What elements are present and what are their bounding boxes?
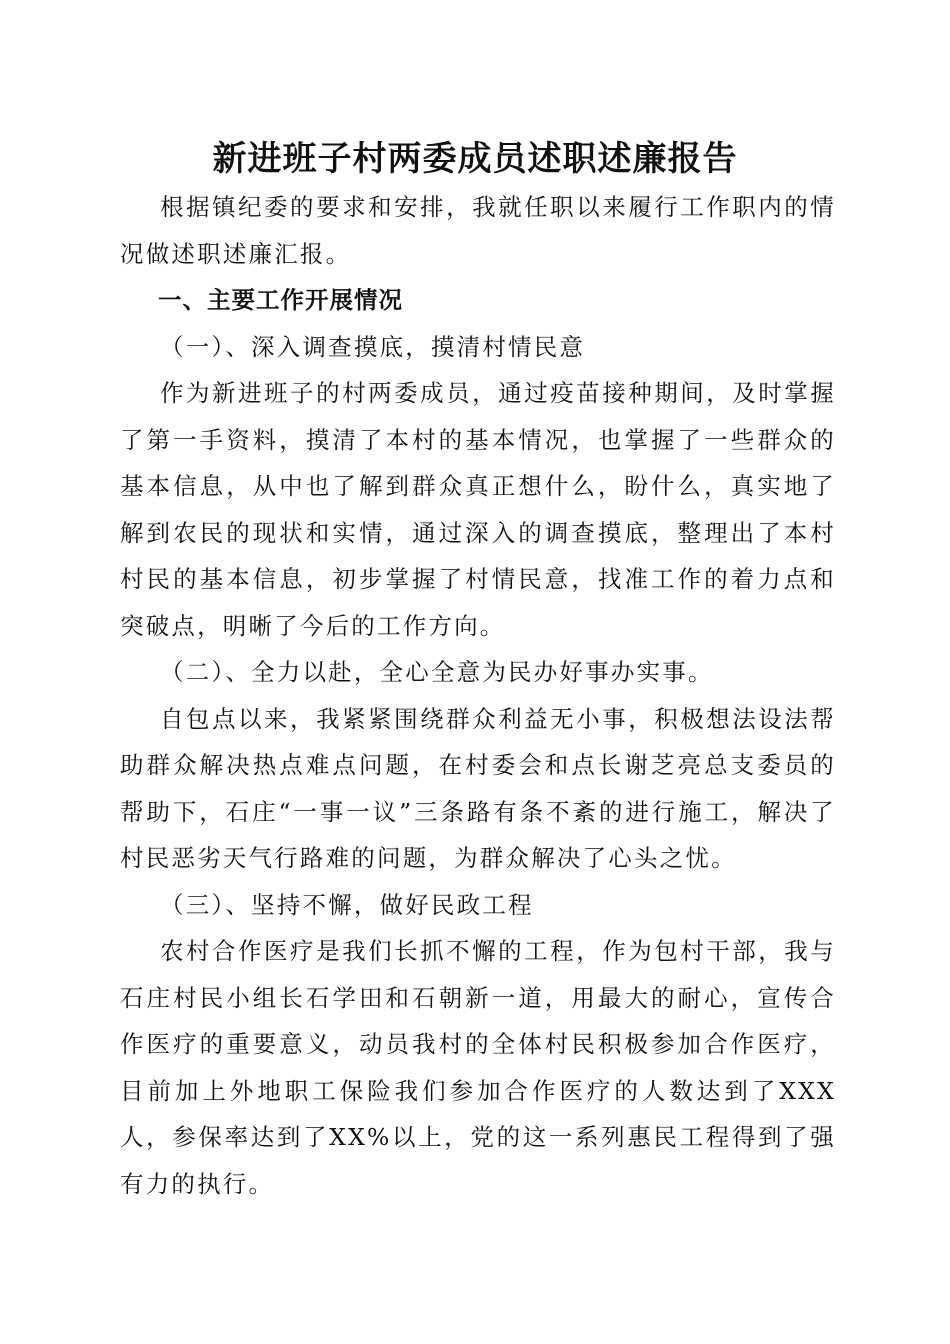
section-1-heading: 一、主要工作开展情况 [158,286,403,314]
document-body [120,184,836,1207]
document-title: 新进班子村两委成员述职述廉报告 [212,139,738,179]
intro-paragraph: 根据镇纪委的要求和安排，我就任职以来履行工作职内的情况做述职述廉汇报。 [120,193,836,268]
subsection-2-heading: （二）、全力以赴，全心全意为民办好事办实事。 [160,658,714,686]
subsection-1-paragraph: 作为新进班子的村两委成员，通过疫苗接种期间，及时掌握了第一手资料，摸清了本村的基本情况，也掌握了一些群众的基本信息，从中也了解到群众真正想什么，盼什么，真实地了解到农民的现状和实情，通过深入的调查摸底，整理出了本村村民的基本信息，初步掌握了村情民意，找准工作的着力点和突破点，明晰了今后的工作方向。 [120,379,836,640]
subsection-3-paragraph: 农村合作医疗是我们长抓不懈的工程，作为包村干部，我与石庄村民小组长石学田和石朝新一道，用最大的耐心，宣传合作医疗的重要意义，动员我村的全体村民积极参加合作医疗，目前加上外地职工保险我们参加合作医疗的人数达到了XXX人，参保率达到了XX%以上，党的这一系列惠民工程得到了强有力的执行。 [120,937,836,1198]
subsection-3-heading: （三）、坚持不懈，做好民政工程 [160,890,534,919]
subsection-2-paragraph: 自包点以来，我紧紧围绕群众利益无小事，积极想法设法帮助群众解决热点难点问题，在村委会和点长谢芝亮总支委员的帮助下，石庄“一事一议”三条路有条不紊的进行施工，解决了村民恶劣天气行路难的问题，为群众解决了心头之忧。 [120,704,836,872]
subsection-1-heading: （一）、深入调查摸底，摸清村情民意 [160,332,586,361]
